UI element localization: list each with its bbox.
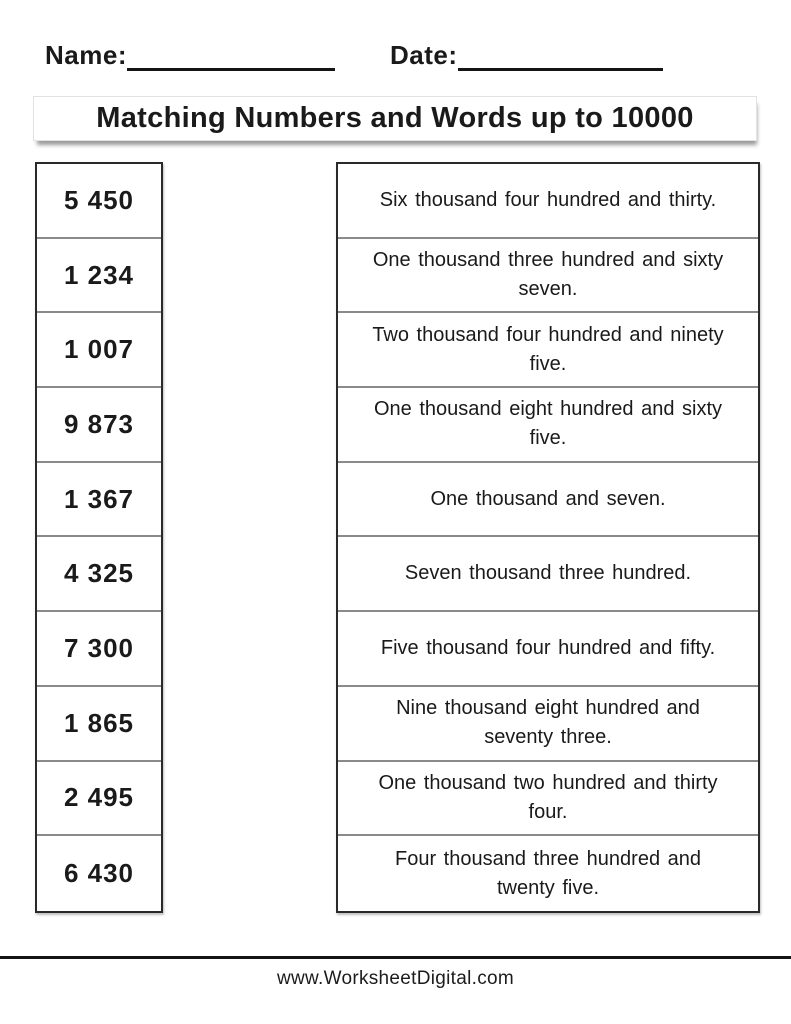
page-title: Matching Numbers and Words up to 10000 [96,102,694,134]
word-cell: Two thousand four hundred and ninety five. [338,313,758,388]
word-cell: One thousand eight hundred and sixty five. [338,388,758,463]
name-date-row [45,40,663,71]
word-cell: Five thousand four hundred and fifty. [338,612,758,687]
title-bar [33,96,757,141]
number-cell: 6 430 [63,858,135,889]
words-column [336,162,760,913]
word-cell: Four thousand three hundred and twenty five. [395,847,701,899]
footer-divider [0,956,791,959]
number-cell: 1 865 [37,687,161,762]
date-blank-line [458,44,663,71]
numbers-column [35,162,163,913]
name-blank-line [127,44,335,71]
number-cell: 4 325 [37,537,161,612]
footer-website-url: www.WorksheetDigital.com [276,968,515,989]
number-cell: 7 300 [37,612,161,687]
number-cell: 1 367 [37,463,161,538]
date-label: Date: [389,40,458,70]
word-cell: Seven thousand three hundred. [338,537,758,612]
number-cell: 9 873 [37,388,161,463]
word-cell: Six thousand four hundred and thirty. [338,164,758,239]
word-cell: Nine thousand eight hundred and seventy three. [338,687,758,762]
number-cell: 1 007 [37,313,161,388]
number-cell: 1 234 [37,239,161,314]
name-label: Name: [45,40,127,70]
word-cell: One thousand two hundred and thirty four. [338,762,758,837]
number-cell: 2 495 [37,762,161,837]
number-cell: 5 450 [37,164,161,239]
word-cell: One thousand three hundred and sixty seven. [338,239,758,314]
word-cell: One thousand and seven. [338,463,758,538]
